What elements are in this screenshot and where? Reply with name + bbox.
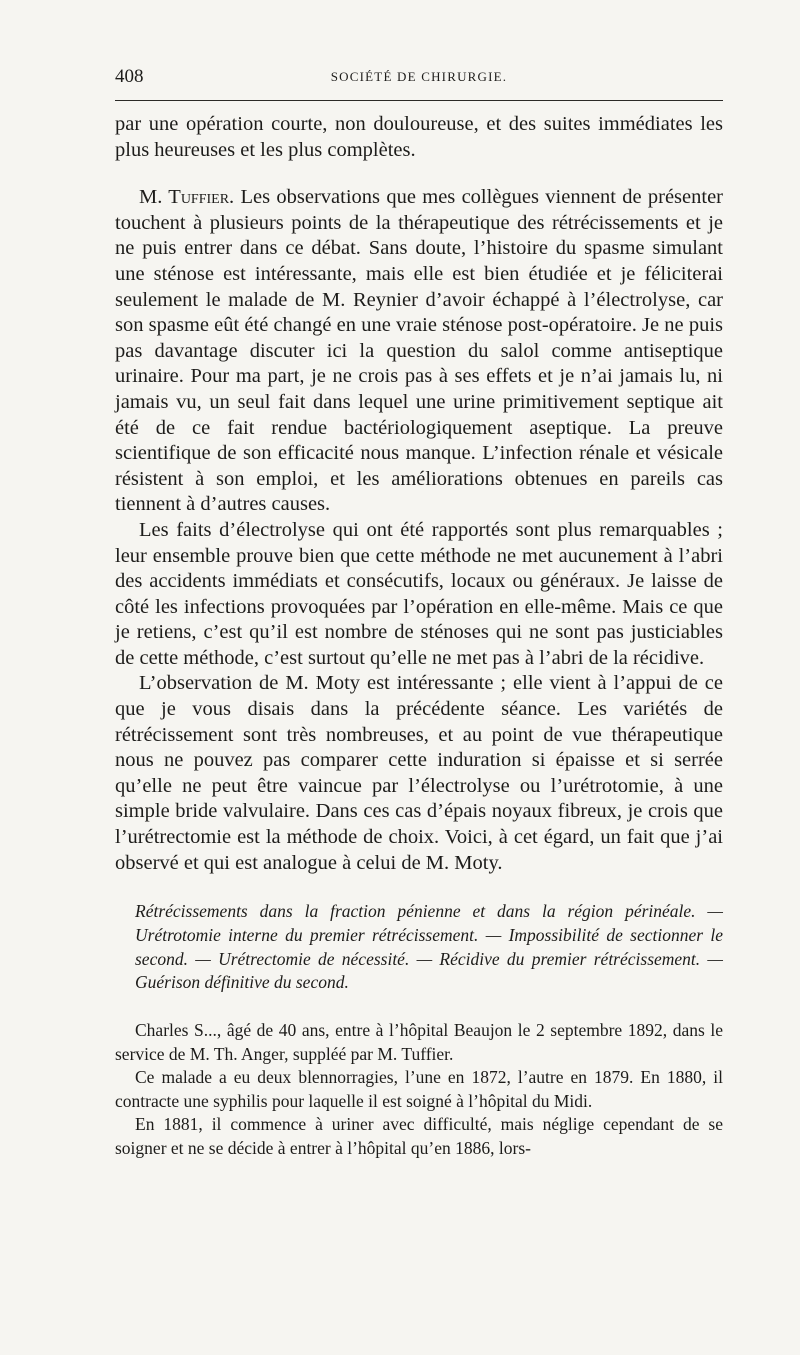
case-title-text: Rétrécissements dans la fraction pénienne et dans la région périnéale. — Urétrotomie interne du premier rétrécissement. — Impossibilité de sectionner le second. — Urétrectomie de nécessité. — Récidive du premier rétrécissement. — Guérison définitive du second. <box>135 901 723 993</box>
header-rule <box>115 100 723 101</box>
case-paragraph: Charles S..., âgé de 40 ans, entre à l’hôpital Beaujon le 2 septembre 1892, dans le service de M. Th. Anger, suppléé par M. Tuffier. <box>115 1020 723 1064</box>
paragraph-continuation: par une opération courte, non douloureuse, et des suites immédiates les plus heureuses et les plus complètes. <box>115 113 723 161</box>
main-discussion <box>115 112 723 876</box>
paragraph-moty: L’observation de M. Moty est intéressante ; elle vient à l’appui de ce que je vous disais dans la précédente séance. Les variétés de rétrécissement sont très nombreuses, et au point de vue thérapeutique nous ne pouvez pas comparer cette induration si épaisse et si serrée qu’elle ne peut être vaincue par l’électrolyse ou l’urétrotomie, à une simple bride valvulaire. Dans ces cas d’épais noyaux fibreux, je crois que l’urétrectomie est la méthode de choix. Voici, à cet égard, un fait que j’ai observé et qui est analogue à celui de M. Moty. <box>115 672 723 874</box>
running-title: SOCIÉTÉ DE CHIRURGIE. <box>330 69 508 84</box>
case-paragraph: Ce malade a eu deux blennorragies, l’une en 1872, l’autre en 1879. En 1880, il contracte une syphilis pour laquelle il est soigné à l’hôpital du Midi. <box>115 1067 723 1111</box>
paragraph-tuffier <box>115 185 723 518</box>
paragraph-text: Les observations que mes collègues viennent de présenter touchent à plusieurs points de la thérapeutique des rétrécissements et je ne puis entrer dans ce débat. Sans doute, l’histoire du spasme simulant une sténose est intéressante, mais elle est bien étudiée et je féliciterai seulement le malade de M. Reynier d’avoir échappé à l’électrolyse, car son spasme eût été changé en une vraie sténose post-opératoire. Je ne puis pas davantage discuter ici la question du salol comme antiseptique urinaire. Pour ma part, je ne crois pas à ses effets et je n’ai jamais lu, ni jamais vu, un seul fait dans lequel une urine primitivement septique ait été de ce fait rendue bactériologiquement aseptique. La preuve scientifique de son efficacité nous manque. L’infection rénale et vésicale résistent à son emploi, et les améliorations obtenues en pareils cas tiennent à d’autres causes. <box>115 186 723 516</box>
page-header <box>115 66 723 88</box>
page-number: 408 <box>115 66 144 87</box>
case-paragraph: En 1881, il commence à uriner avec difficulté, mais néglige cependant de se soigner et ne se décide à entrer à l’hôpital qu’en 1886, lors- <box>115 1114 723 1158</box>
paragraph-electrolyse: Les faits d’électrolyse qui ont été rapportés sont plus remarquables ; leur ensemble prouve bien que cette méthode ne met aucunement à l’abri des accidents immédiats et consécutifs, locaux ou généraux. Je laisse de côté les infections provoquées par l’opération en elle-même. Mais ce que je retiens, c’est qu’il est nombre de sténoses qui ne sont pas justiciables de cette méthode, c’est surtout qu’elle ne met pas à l’abri de la récidive. <box>115 518 723 669</box>
speaker-name: M. Tuffier. <box>139 186 235 209</box>
case-title <box>115 900 723 995</box>
case-report <box>115 1019 723 1160</box>
body-text <box>115 112 723 1160</box>
